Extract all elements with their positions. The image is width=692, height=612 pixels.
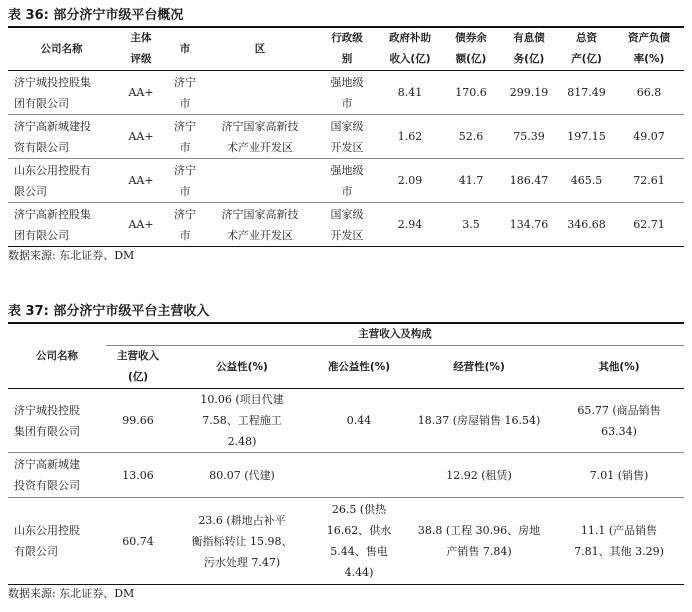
table-row xyxy=(8,71,684,115)
table-cell: 济宁 市 xyxy=(167,159,203,203)
table-cell: 38.8 (工程 30.96、房地 产销售 7.84) xyxy=(404,498,554,585)
table-37 xyxy=(8,322,684,585)
table-cell: 2.94 xyxy=(377,203,443,247)
table-cell: 2.09 xyxy=(377,159,443,203)
table-cell: 济宁 市 xyxy=(167,115,203,159)
table-cell: 国家级 开发区 xyxy=(317,115,377,159)
table-cell: 23.6 (耕地占补平 衡指标转让 15.98、 污水处理 7.47) xyxy=(170,498,314,585)
table-37-section xyxy=(8,302,684,603)
table-cell: 山东公用控股有 限公司 xyxy=(8,159,115,203)
table-cell: 75.39 xyxy=(499,115,559,159)
table-cell: 济宁城投控股 集团有限公司 xyxy=(14,403,80,438)
column-header: 债券余 额(亿) xyxy=(455,32,487,65)
table-cell: 62.71 xyxy=(614,203,684,247)
column-header: 资产负债 率(%) xyxy=(628,32,670,65)
table-cell: 346.68 xyxy=(559,203,614,247)
table-36-section xyxy=(8,6,684,265)
table-cell: 济宁城投控股集 团有限公司 xyxy=(14,75,91,110)
table-cell: 13.06 xyxy=(106,453,170,498)
table-37-title: 表 37: 部分济宁市级平台主营收入 xyxy=(8,304,210,319)
table-cell: 济宁高新城建投 资有限公司 xyxy=(8,115,115,159)
table-cell: 济宁 市 xyxy=(174,75,196,110)
column-header: 区 xyxy=(254,42,266,55)
table-cell: 170.6 xyxy=(455,86,487,99)
table-36-source: 数据来源: 东北证券、DM xyxy=(8,249,135,262)
table-cell: 186.47 xyxy=(499,159,559,203)
table-cell: 强地级 市 xyxy=(330,75,364,110)
group-header: 主营收入及构成 xyxy=(106,323,684,346)
table-row xyxy=(8,389,684,453)
column-header: 经营性(%) xyxy=(453,360,505,373)
table-cell: 济宁高新控股集 团有限公司 xyxy=(8,203,115,247)
column-header: 公司名称 xyxy=(40,42,83,55)
table-cell: AA+ xyxy=(115,203,167,247)
table-36-title: 表 36: 部分济宁市级平台概况 xyxy=(8,8,184,23)
table-cell: 12.92 (租赁) xyxy=(404,453,554,498)
column-header: 其他(%) xyxy=(598,360,640,373)
table-cell: 7.01 (销售) xyxy=(554,453,684,498)
column-header: 有息债 务(亿) xyxy=(513,32,545,65)
table-37-header-row xyxy=(8,346,684,389)
table-37-source: 数据来源: 东北证券、DM xyxy=(8,587,135,600)
table-cell xyxy=(314,453,404,498)
table-cell: 99.66 xyxy=(122,414,154,427)
table-cell: 强地级 市 xyxy=(317,159,377,203)
column-header: 行政级 别 xyxy=(331,32,363,65)
table-cell: AA+ xyxy=(115,159,167,203)
table-cell: 66.8 xyxy=(636,86,662,99)
table-cell: 80.07 (代建) xyxy=(170,453,314,498)
table-cell: 11.1 (产品销售 7.81、其他 3.29) xyxy=(554,498,684,585)
table-cell: 济宁高新城建 投资有限公司 xyxy=(8,453,106,498)
table-row xyxy=(8,453,684,498)
table-36-header-row xyxy=(8,27,684,71)
table-cell: 3.5 xyxy=(443,203,499,247)
column-header: 总资 产(亿) xyxy=(571,32,602,65)
column-header: 政府补助 收入(亿) xyxy=(389,32,431,65)
column-header: 准公益性(%) xyxy=(327,360,391,373)
table-cell: 26.5 (供热 16.62、供水 5.44、售电 4.44) xyxy=(314,498,404,585)
column-header: 公司名称 xyxy=(36,349,78,362)
table-cell: 52.6 xyxy=(443,115,499,159)
table-cell: 60.74 xyxy=(106,498,170,585)
table-cell: 41.7 xyxy=(443,159,499,203)
table-cell: 济宁 市 xyxy=(167,203,203,247)
table-36 xyxy=(8,26,684,247)
table-37-group-header-row xyxy=(8,323,684,346)
table-cell: 0.44 xyxy=(346,414,372,427)
table-cell: 197.15 xyxy=(559,115,614,159)
table-row xyxy=(8,203,684,247)
column-header: 公益性(%) xyxy=(216,360,268,373)
table-cell xyxy=(203,159,317,203)
table-cell: 8.41 xyxy=(397,86,423,99)
table-cell: 465.5 xyxy=(559,159,614,203)
table-cell: 10.06 (项目代建 7.58、工程施工 2.48) xyxy=(200,393,284,448)
table-cell: 济宁国家高新技 术产业开发区 xyxy=(203,203,317,247)
table-cell: 济宁国家高新技 术产业开发区 xyxy=(203,115,317,159)
table-cell: 1.62 xyxy=(377,115,443,159)
table-cell: 817.49 xyxy=(567,86,606,99)
table-cell: 49.07 xyxy=(614,115,684,159)
column-header: 市 xyxy=(179,42,191,55)
table-cell: 18.37 (房屋销售 16.54) xyxy=(417,414,541,427)
table-cell: 65.77 (商品销售 63.34) xyxy=(577,403,661,438)
table-cell: 299.19 xyxy=(509,86,549,99)
table-cell: 134.76 xyxy=(499,203,559,247)
column-header: 主营收入 (亿) xyxy=(117,350,159,383)
table-cell xyxy=(203,71,317,115)
table-row xyxy=(8,115,684,159)
table-cell: 山东公用控股 有限公司 xyxy=(8,498,106,585)
table-row xyxy=(8,159,684,203)
table-cell: AA+ xyxy=(128,86,154,99)
table-cell: 国家级 开发区 xyxy=(317,203,377,247)
table-cell: AA+ xyxy=(115,115,167,159)
table-row xyxy=(8,498,684,585)
column-header: 主体 评级 xyxy=(130,32,152,65)
table-cell: 72.61 xyxy=(614,159,684,203)
